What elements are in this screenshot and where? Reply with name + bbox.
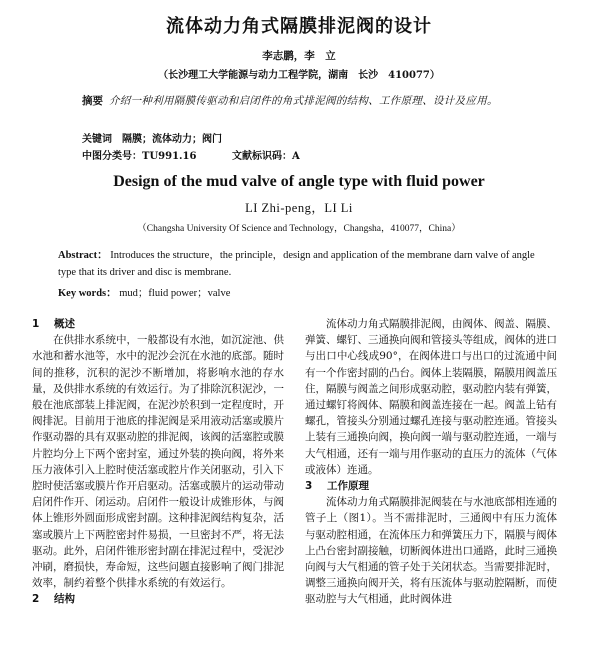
classification-row — [82, 147, 300, 162]
chinese-abstract — [58, 93, 548, 110]
english-authors: LI Zhi-peng，LI Li — [245, 201, 353, 215]
left-column — [32, 316, 284, 608]
section-3-title: 工作原理 — [327, 480, 369, 493]
english-keywords-label: Key words： — [58, 288, 117, 299]
english-affiliation: （Changsha University Of Science and Technology，Changsha，410077，China） — [137, 224, 461, 234]
chinese-keywords: 关键词 隔膜；流体动力；阀门 — [82, 134, 222, 145]
class-number: 中图分类号：TU991.16 — [82, 151, 197, 162]
chinese-abstract-label: 摘要 — [82, 95, 103, 107]
section-3-heading — [305, 478, 557, 494]
english-keywords — [58, 285, 548, 300]
chinese-affiliation: （长沙理工大学能源与动力工程学院，湖南 长沙 410077） — [158, 70, 440, 81]
section-1-heading — [32, 316, 284, 332]
section-2-paragraph: 流体动力角式隔膜排泥阀，由阀体、阀盖、隔膜、弹簧、螺钉、三通换向阀和管接头等组成，阀体的进口与出口中心线成90°，在阀体进口与出口的过流通中间有一个作密封副的凸台。阀体上装隔膜，隔膜用阀盖压住，隔膜与阀盖之间形成驱动腔，驱动腔内装有弹簧，通过螺钉将阀体、隔膜和阀盖连接在一起。阀盖上钻有螺孔，管接头分别通过螺孔连接与驱动腔连通。管接头上装有三通换向阀，换向阀一端与驱动腔连通，一端与大气相通，还有一端与用作驱动的直压力的流体（气体或液体）连通。 — [305, 318, 557, 476]
chinese-title: 流体动力角式隔膜排泥阀的设计 — [166, 16, 432, 37]
english-abstract-text: Introduces the structure，the principle，design and application of the membrane darn valve of angle type that its driver and disc is membrane. — [58, 250, 535, 278]
chinese-authors: 李志鹏，李 立 — [262, 50, 336, 62]
english-abstract-label: Abstract： — [58, 250, 108, 261]
section-3-paragraph: 流体动力角式隔膜排泥阀装在与水池底部相连通的管子上（图1）。当不需排泥时，三通阀中有压力流体与驱动腔相通，在流体压力和弹簧压力下，隔膜与阀体上凸台密封副接触，切断阀体进出口通路，此时三通换向阀与大气相通的管子处于关闭状态。当需要排泥时，调整三通换向阀开关，将有压流体与驱动腔隔断，而使驱动腔与大气相通，此时阀体进 — [305, 496, 557, 606]
section-2-title: 结构 — [54, 593, 75, 606]
section-2-number: 2 — [32, 593, 40, 606]
document-code: 文献标识码：A — [232, 151, 300, 162]
section-2-heading — [32, 591, 284, 607]
english-abstract — [58, 247, 548, 281]
section-1-paragraph: 在供排水系统中，一般都设有水池，如沉淀池、供水池和蓄水池等，水中的泥沙会沉在水池的底部。随时间的推移，沉积的泥沙不断增加，将影响水池的存水量，及供排水系统的有效运行。为了排除沉积泥沙，一般在池底部装上排泥阀，在泥沙於积到一定程度时，开阀排泥。目前用于池底的排泥阀是采用液动活塞或膜片作驱动器的具有双驱动腔的排泥阀，该阀的活塞腔或膜片腔均分上下两个密封室，通过外装的换向阀，将外来压力液体引入上腔时使活塞或腔片作关闭驱动，引入下腔时使活塞或膜片作开启驱动。活塞或膜片的运动带动启闭件作开、闭运动。启闭件一般设计成锥形体，与阀体上锥形外圆面形成密封副。这种排泥阀结构复杂，活塞或膜片上下两腔密封件易损，一旦密封不严，将无法驱动。此外，启闭件锥形密封副在排泥过程中，受泥沙冲刷，磨损快，寿命短，这些问题直接影响了阀门排泥效率，制约着整个供排水系统的有效运行。 — [32, 334, 284, 590]
section-1-title: 概述 — [54, 318, 75, 330]
chinese-abstract-text: 介绍一种利用隔膜传驱动和启闭件的角式排泥阀的结构、工作原理、设计及应用。 — [109, 95, 498, 107]
right-column — [305, 316, 557, 608]
english-keywords-text: mud；fluid power；valve — [119, 288, 231, 299]
english-title: Design of the mud valve of angle type with fluid power — [113, 173, 485, 190]
section-3-number: 3 — [305, 480, 313, 493]
section-1-number: 1 — [32, 318, 40, 330]
